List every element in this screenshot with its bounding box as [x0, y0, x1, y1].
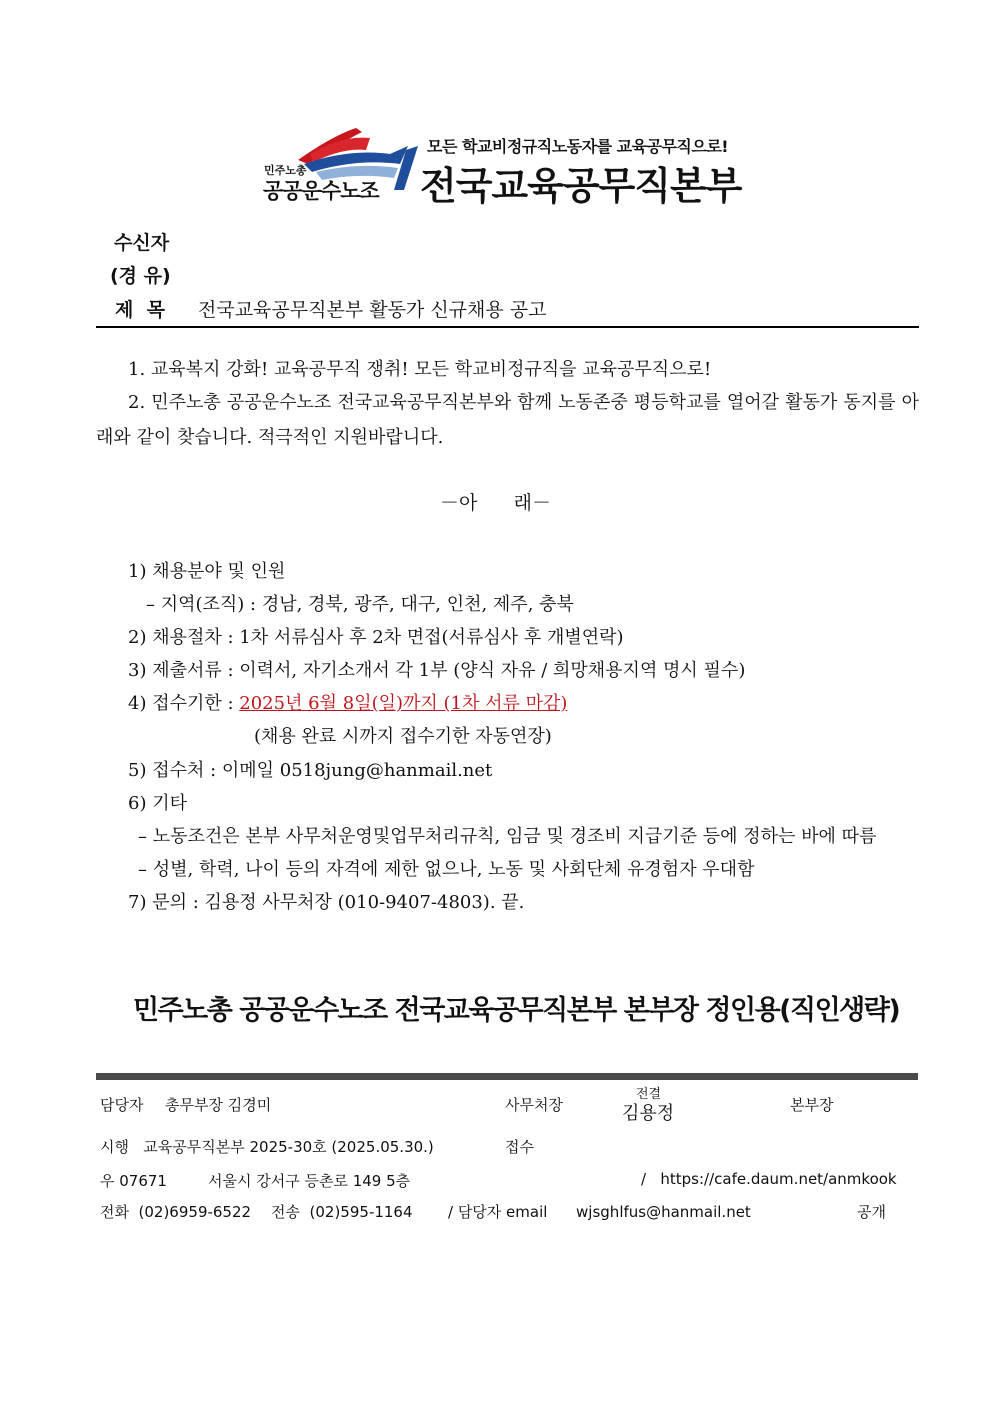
logo-confederation-text: 민주노총	[264, 164, 307, 177]
item-6-condition-a: – 노동조건은 본부 사무처운영및업무처리규칙, 임금 및 경조비 지급기준 등에 정하는 바에 따름	[138, 826, 877, 847]
item-4	[128, 689, 567, 715]
disclosure-status: 공개	[857, 1203, 886, 1221]
drafter-label: 담당자	[100, 1096, 144, 1114]
paragraph-2: 2. 민주노총 공공운수노조 전국교육공무직본부와 함께 노동존중 평등학교를 열어갈 활동가 동지를 아래와 같이 찾습니다. 적극적인 지원바랍니다.	[96, 392, 919, 448]
drafter-name: 총무부장 김경미	[165, 1096, 272, 1114]
item-6-condition-b: – 성별, 학력, 나이 등의 자격에 제한 없으나, 노동 및 사회단체 유경험자 우대함	[138, 859, 755, 880]
via-label: (경 유)	[110, 265, 171, 287]
paragraph-1: 1. 교육복지 강화! 교육공무직 쟁취! 모든 학교비정규직을 교육공무직으로!	[128, 359, 712, 380]
secretary-general-label: 사무처장	[505, 1096, 563, 1114]
item-5: 5) 접수처 : 이메일 0518jung@hanmail.net	[128, 760, 493, 781]
item-4-note: (채용 완료 시까지 접수기한 자동연장)	[254, 726, 552, 747]
item-1: 1) 채용분야 및 인원	[128, 561, 286, 582]
item-6: 6) 기타	[128, 793, 187, 814]
item-3: 3) 제출서류 : 이력서, 자기소개서 각 1부 (양식 자유 / 희망채용지역 명시 필수)	[128, 660, 746, 681]
logo-slogan: 모든 학교비정규직노동자를 교육공무직으로!	[427, 137, 729, 156]
logo-union-name: 공공운수노조	[263, 179, 379, 203]
header-divider	[96, 326, 919, 328]
note-heading: －아 래－	[440, 492, 551, 514]
approval-mark: 전결	[636, 1087, 662, 1102]
phone: 전화 (02)6959-6522	[100, 1203, 252, 1221]
deadline-value: 2025년 6월 8일(일)까지 (1차 서류 마감)	[239, 693, 568, 714]
address: 서울시 강서구 등촌로 149 5층	[208, 1172, 411, 1190]
fax: 전송 (02)595-1164	[271, 1203, 413, 1221]
cafe-url[interactable]: / https://cafe.daum.net/anmkook	[641, 1170, 897, 1188]
receipt-label: 접수	[505, 1138, 534, 1156]
logo-organization-name: 전국교육공무직본부	[420, 164, 742, 208]
head-label: 본부장	[790, 1096, 834, 1114]
postcode: 우 07671	[100, 1172, 167, 1190]
item-1-region: – 지역(조직) : 경남, 경북, 광주, 대구, 인천, 제주, 충북	[146, 594, 574, 615]
item-4-label: 4) 접수기한 :	[128, 693, 240, 714]
recipient-label: 수신자	[114, 232, 170, 254]
footer-divider	[96, 1073, 918, 1080]
signature-line: 민주노총 공공운수노조 전국교육공무직본부 본부장 정인용(직인생략)	[133, 995, 900, 1026]
subject-title: 전국교육공무직본부 활동가 신규채용 공고	[198, 299, 547, 321]
item-2: 2) 채용절차 : 1차 서류심사 후 2차 면접(서류심사 후 개별연락)	[128, 627, 624, 648]
approver-name: 김용정	[622, 1103, 675, 1124]
item-7: 7) 문의 : 김용정 사무처장 (010-9407-4803). 끝.	[128, 892, 525, 913]
issue-number: 시행 교육공무직본부 2025-30호 (2025.05.30.)	[100, 1138, 434, 1156]
contact-email[interactable]: / 담당자 email wjsghlfus@hanmail.net	[448, 1203, 751, 1221]
subject-label: 제 목	[115, 299, 165, 321]
